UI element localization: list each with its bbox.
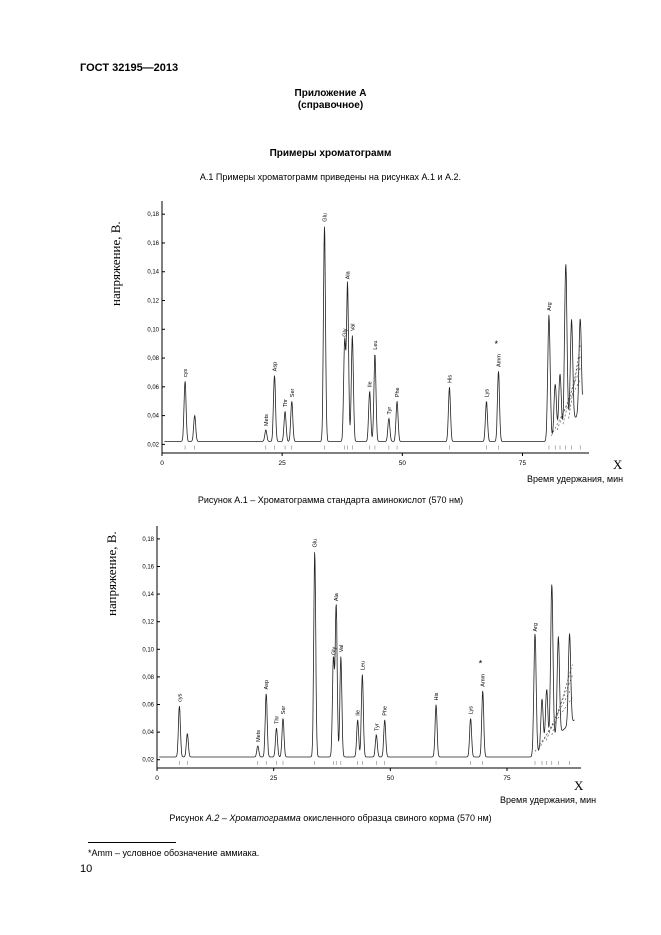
chromatogram-trace xyxy=(159,552,574,757)
peak-label: Arg xyxy=(533,622,539,632)
peak-label: Val xyxy=(350,323,357,332)
figure1-chromatogram xyxy=(130,195,610,475)
peak-label: His xyxy=(434,692,441,701)
peak-label: Gly xyxy=(331,646,338,655)
page-number: 10 xyxy=(80,863,93,875)
y-tick-label: 0,06 xyxy=(142,702,154,709)
y-tick-label: 0,08 xyxy=(147,356,159,363)
figure2-caption-num: А.2 – Хроматограмма xyxy=(205,813,301,823)
figure2-x-symbol: X xyxy=(574,778,584,793)
figure2-xlabel: Время удержания, мин xyxy=(500,795,597,805)
peak-label: Glu xyxy=(322,213,329,222)
y-tick-label: 0,10 xyxy=(142,647,154,654)
integration-line xyxy=(552,664,573,734)
peak-label: cys xyxy=(183,368,190,378)
peak-label: Mets xyxy=(255,729,262,742)
figure1-ylabel: напряжение, В. xyxy=(108,221,123,306)
figure1-xlabel: Время удержания, мин xyxy=(527,474,624,484)
x-tick-label: 50 xyxy=(386,775,394,782)
x-tick-label: 50 xyxy=(398,460,406,467)
peak-label: Lys xyxy=(484,388,491,398)
appendix-subtitle: (справочное) xyxy=(297,100,364,111)
peak-label: Thr xyxy=(283,399,290,408)
figure2-chromatogram xyxy=(125,520,595,790)
y-tick-label: 0,12 xyxy=(142,619,154,626)
y-tick-label: 0,18 xyxy=(147,212,159,219)
footnote: *Amm – условное обозначение аммиака. xyxy=(88,848,260,858)
figure2-caption xyxy=(0,813,661,823)
x-tick-label: 0 xyxy=(160,460,164,467)
y-tick-label: 0,08 xyxy=(142,674,154,681)
peak-label: Lys xyxy=(468,705,475,715)
figure2-caption-prefix: Рисунок xyxy=(169,813,206,823)
y-tick-label: 0,16 xyxy=(147,240,159,247)
peak-label: Ala xyxy=(345,271,352,280)
figure1-caption: Рисунок А.1 – Хроматограмма стандарта аминокислот (570 нм) xyxy=(197,495,464,505)
y-tick-label: 0,14 xyxy=(142,592,154,599)
x-tick-label: 0 xyxy=(155,775,159,782)
peak-label: His xyxy=(447,374,454,383)
amm-asterisk: * xyxy=(494,339,498,349)
y-tick-label: 0,10 xyxy=(147,327,159,334)
peak-label: Arg xyxy=(546,302,553,311)
peak-label: cys xyxy=(177,693,184,702)
y-tick-label: 0,14 xyxy=(147,269,159,276)
appendix-heading xyxy=(0,88,661,112)
peak-label: Leu xyxy=(372,340,379,350)
peak-label: Tyr xyxy=(374,723,381,731)
peak-label: Amm xyxy=(480,673,487,687)
peak-label: Asp xyxy=(264,679,271,690)
y-tick-label: 0,02 xyxy=(142,757,154,764)
section-title: Примеры хроматограмм xyxy=(269,148,392,159)
x-tick-label: 75 xyxy=(518,460,527,467)
x-tick-label: 25 xyxy=(270,775,278,782)
intro-paragraph: А.1 Примеры хроматограмм приведены на рисунках А.1 и А.2. xyxy=(199,172,462,182)
y-tick-label: 0,04 xyxy=(142,730,154,737)
peak-label: Ile xyxy=(367,381,374,388)
peak-label: Leu xyxy=(360,660,367,671)
peak-label: Mets xyxy=(263,414,270,426)
y-tick-label: 0,06 xyxy=(147,384,159,391)
amm-asterisk: * xyxy=(478,658,483,669)
y-tick-label: 0,16 xyxy=(142,564,154,571)
peak-label: Thr xyxy=(274,715,281,724)
y-tick-label: 0,18 xyxy=(142,536,154,543)
peak-label: Tyr xyxy=(386,406,393,415)
peak-label: Ser xyxy=(289,388,296,398)
figure2-ylabel: напряжение, В. xyxy=(104,531,119,616)
figure2-caption-rest: окисленного образца свиного корма (570 нм) xyxy=(300,813,492,823)
y-tick-label: 0,02 xyxy=(147,442,159,449)
peak-label: Gly xyxy=(342,328,349,337)
chromatogram-trace xyxy=(164,227,582,442)
footnote-rule xyxy=(88,842,176,843)
x-tick-label: 25 xyxy=(278,460,286,467)
peak-label: Val xyxy=(338,644,345,653)
peak-label: Glu xyxy=(312,538,319,548)
peak-label: Amm xyxy=(496,354,503,367)
x-tick-label: 75 xyxy=(503,775,511,782)
y-tick-label: 0,12 xyxy=(147,298,159,305)
peak-label: Ser xyxy=(281,705,287,715)
peak-label: Phe xyxy=(395,387,402,398)
integration-line xyxy=(563,357,580,425)
y-tick-label: 0,04 xyxy=(147,413,159,420)
peak-label: Phe xyxy=(382,705,389,716)
document-code: ГОСТ 32195—2013 xyxy=(80,62,179,74)
peak-label: Asp xyxy=(272,361,279,372)
figure1-x-symbol: X xyxy=(613,457,623,472)
peak-label: Ile xyxy=(355,709,362,716)
peak-label: Ala xyxy=(334,593,341,602)
appendix-title: Приложение А xyxy=(294,88,367,99)
